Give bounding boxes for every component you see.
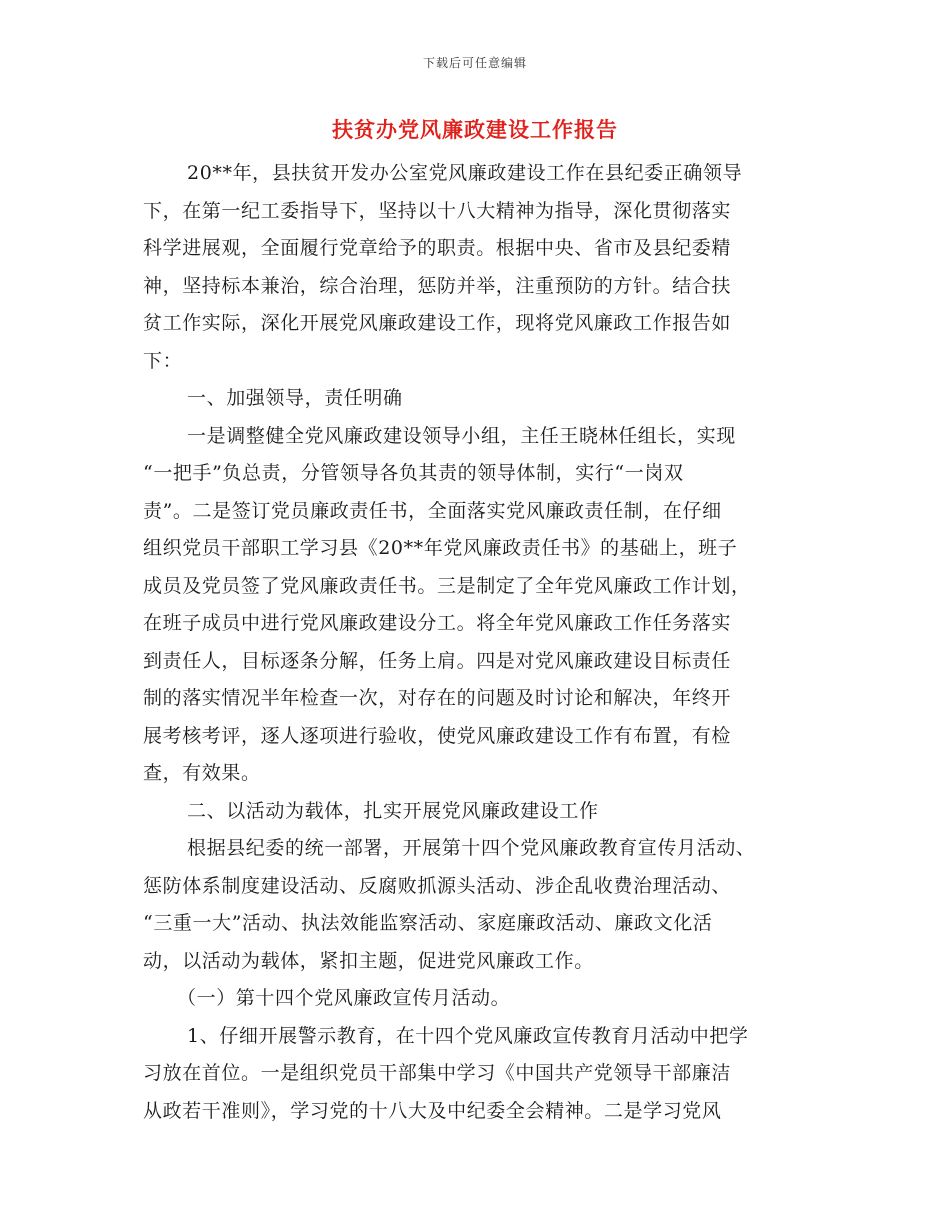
paragraph-line: “一把手”负总责，分管领导各负其责的领导体制，实行“一岗双 (143, 462, 684, 484)
paragraph-line: 贫工作实际，深化开展党风廉政建设工作，现将党风廉政工作报告如 (143, 312, 732, 334)
paragraph-line: 到责任人，目标逐条分解，任务上肩。四是对党风廉政建设目标责任 (143, 649, 732, 672)
paragraph-line: 从政若干准则》，学习党的十八大及中纪委全会精神。二是学习党风 (143, 1099, 722, 1122)
document-title: 扶贫办党风廉政建设工作报告 (332, 117, 618, 142)
paragraph-line: 1、仔细开展警示教育，在十四个党风廉政宣传教育月活动中把学 (187, 1024, 749, 1047)
paragraph-line: 制的落实情况半年检查一次，对存在的问题及时讨论和解决，年终开 (143, 687, 732, 709)
subsection-heading: （一）第十四个党风廉政宣传月活动。 (177, 987, 511, 1009)
document-body (143, 155, 813, 1130)
paragraph-line: 一是调整健全党风廉政建设领导小组，主任王晓林任组长，实现 (187, 424, 736, 447)
paragraph-line: 动，以活动为载体，紧扣主题，促进党风廉政工作。 (143, 949, 594, 972)
paragraph-line: 20**年，县扶贫开发办公室党风廉政建设工作在县纪委正确领导 (187, 162, 743, 184)
paragraph-line: 成员及党员签了党风廉政责任书。三是制定了全年党风廉政工作计划， (143, 574, 751, 597)
paragraph-line: 下，在第一纪工委指导下，坚持以十八大精神为指导，深化贯彻落实 (143, 199, 732, 222)
section-heading: 一、加强领导，责任明确 (187, 387, 403, 409)
paragraph-line: 查，有效果。 (143, 762, 261, 784)
paragraph-line: 责”。二是签订党员廉政责任书，全面落实党风廉政责任制，在仔细 (143, 499, 722, 522)
paragraph-line: 在班子成员中进行党风廉政建设分工。将全年党风廉政工作任务落实 (143, 612, 732, 634)
paragraph-line: “三重一大”活动、执法效能监察活动、家庭廉政活动、廉政文化活 (143, 912, 713, 934)
section-heading: 二、以活动为载体，扎实开展党风廉政建设工作 (187, 799, 599, 822)
paragraph-line: 组织党员干部职工学习县《20**年党风廉政责任书》的基础上，班子 (143, 537, 738, 559)
paragraph-line: 神，坚持标本兼治，综合治理，惩防并举，注重预防的方针。结合扶 (143, 274, 732, 297)
header-note: 下载后可任意编辑 (422, 56, 527, 70)
paragraph-line: 惩防体系制度建设活动、反腐败抓源头活动、涉企乱收费治理活动、 (143, 874, 732, 897)
paragraph-line: 下： (143, 349, 183, 372)
paragraph-line: 根据县纪委的统一部署，开展第十四个党风廉政教育宣传月活动、 (187, 837, 756, 859)
paragraph-line: 展考核考评，逐人逐项进行验收，使党风廉政建设工作有布置，有检 (143, 724, 732, 747)
paragraph-line: 习放在首位。一是组织党员干部集中学习《中国共产党领导干部廉洁 (143, 1062, 732, 1084)
paragraph-line: 科学进展观，全面履行党章给予的职责。根据中央、省市及县纪委精 (143, 237, 732, 259)
